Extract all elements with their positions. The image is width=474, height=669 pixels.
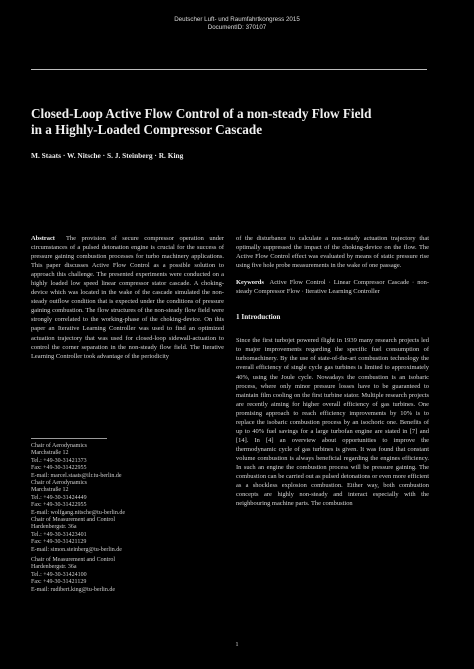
affiliation-line: Chair of Measurement and Control (31, 557, 115, 563)
affiliation-line: Fax: +49-30-31421129 (31, 539, 87, 546)
abstract-paragraph (31, 234, 224, 361)
paper-title-line-2: in a Highly-Loaded Compressor Cascade (31, 122, 263, 137)
affiliation-line: Tel.: +49-30-31423401 (31, 531, 87, 538)
affiliation-block (31, 517, 221, 554)
conference-name: Deutscher Luft- und Raumfahrtkongress 2015 (174, 16, 300, 23)
page-number: 1 (235, 641, 239, 648)
affiliation-line: Chair of Aerodynamics (31, 480, 87, 486)
affiliation-block (31, 557, 221, 594)
conference-header (0, 16, 474, 32)
affiliation-line: Fax: +49-30-31422955 (31, 465, 87, 472)
affiliation-line: Chair of Measurement and Control (31, 517, 115, 523)
affiliation-email: E-mail: wolfgang.nitsche@tu-berlin.de (31, 509, 125, 516)
abstract-label: Abstract (31, 235, 55, 242)
left-column (31, 234, 224, 361)
keywords-label: Keywords (236, 279, 264, 287)
keywords-paragraph (236, 278, 429, 296)
paper-title (31, 106, 451, 138)
affiliation-line: Chair of Aerodynamics (31, 443, 87, 449)
affiliation-line: Tel.: +49-30-31421373 (31, 457, 87, 464)
affiliation-email: E-mail: marcel.staats@ilr.tu-berlin.de (31, 472, 122, 479)
affiliation-line: Fax: +49-30-31421129 (31, 579, 87, 586)
keywords-text: Active Flow Control · Linear Compressor Cascade · non-steady Compressor Flow · Iterative Learning Controller (236, 279, 429, 296)
affiliation-line: Fax: +49-30-31422955 (31, 502, 87, 509)
paper-title-line-1: Closed-Loop Active Flow Control of a non-steady Flow Field (31, 106, 372, 121)
introduction-heading: 1 Introduction (236, 313, 281, 322)
affiliation-block (31, 480, 221, 517)
affiliation-line: Tel.: +49-30-31424100 (31, 571, 87, 578)
header-rule (31, 69, 427, 70)
affiliation-line: Tel.: +49-30-31424449 (31, 494, 87, 501)
affiliation-line: Hardenbergstr. 36a (31, 564, 77, 571)
affiliation-line: Marchstraße 12 (31, 487, 69, 494)
author-list: M. Staats · W. Nitsche · S. J. Steinberg · R. King (31, 151, 184, 160)
introduction-text: Since the first turbojet powered flight in 1939 many research projects led to major improvements regarding the specific fuel consumption of turbomachinery. By the use of state-of-the-art combustion technology the overall efficiency of single cycle gas turbines is limited to approximately 40%, using the Joule cycle. Nowadays the combustion is an isobaric process, where only minor pressure losses have to be guaranteed to maintain film cooling on the first turbine stator. Multiple research projects are recently aiming for higher overall efficiency of gas turbines. One promising approach to reach efficiency improvements by 10% is to replace the isobaric combustion process by an isochoric one. Benefits of up to 40% fuel savings for a large turbofan engine are stated in [7] and [14]. In [4] an overview about opportunities to improve the thermodynamic cycle of gas turbines is given. It was found that constant volume combustion is always beneficial regarding the engines efficiency. In such an engine the combustion process will be pressure gaining. The combustion can be carried out as pulsed detonations or even more efficient as a shockless explosion combustion. Either way, both combustion concepts are highly non-steady and interact especially with the neighbouring machine parts. The combustion (236, 337, 429, 508)
affiliation-email: E-mail: rudibert.king@tu-berlin.de (31, 586, 116, 593)
affiliation-email: E-mail: simon.steinberg@tu-berlin.de (31, 546, 122, 553)
abstract-text: The provision of secure compressor operation under circumstances of a pulsed detonation engine is crucial for the success of pressure gaining combustion processes for turbo machinery applications. This paper discusses Active Flow Control as a possible solution to approach this challenge. The presented experiments were conducted on a highly loaded low speed linear compressor stator cascade. A choking-device which was located in the wake of the cascade simulated the non-steady outflow condition that is expected under the conditions of pressure gaining combustion. The flow structures of the non-steady flow field were strongly correlated to the working-phase of the choking-device. On this paper an Iterative Learning Controller was used to find an optimized actuation trajectory that was used for closed-loop sidewall-actuation to control the corner separation in the non-steady flow field. The Iterative Learning Controller took advantage of the periodicity (31, 235, 224, 360)
affiliation-line: Marchstraße 12 (31, 450, 69, 457)
document-id: DocumentID: 370107 (207, 24, 267, 31)
abstract-continuation: of the disturbance to calculate a non-steady actuation trajectory that optimally suppressed the impact of the choking-device on the flow. The Active Flow Control effect was evaluated by means of static pressure rise using five hole probe measurements in the wake of one passage. (236, 235, 429, 270)
affiliation-block (31, 443, 221, 480)
right-column (236, 234, 429, 508)
affiliation-line: Hardenbergstr. 36a (31, 524, 77, 531)
footnote-rule (31, 438, 107, 439)
